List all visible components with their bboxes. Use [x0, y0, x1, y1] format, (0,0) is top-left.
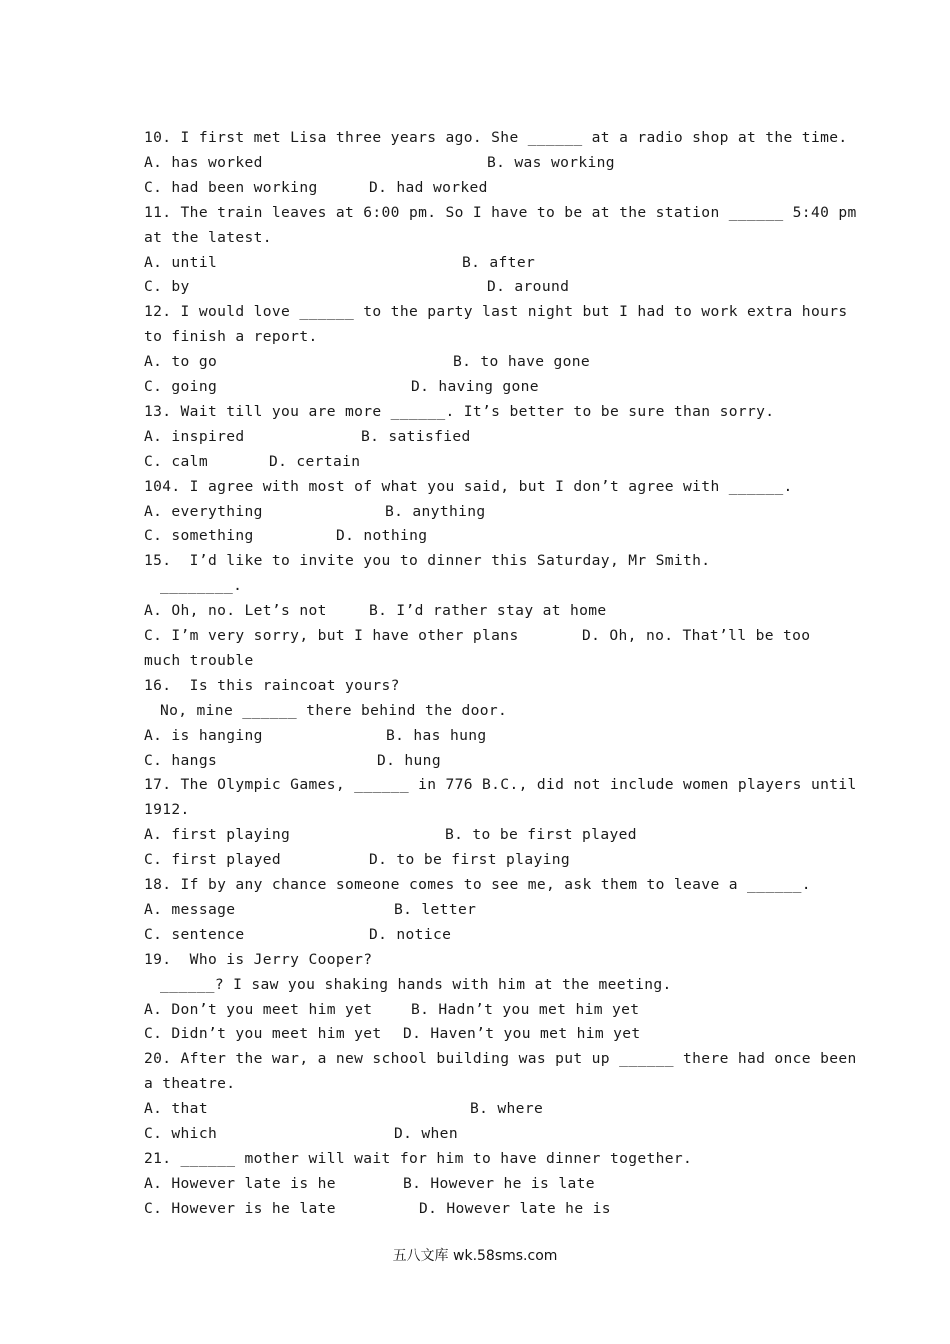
question-stem: at the latest.	[144, 228, 272, 246]
answer-option: A. is hanging	[144, 726, 263, 744]
question-stem: ________.	[160, 577, 243, 595]
question-stem: to finish a report.	[144, 328, 318, 346]
answer-option: B. However he is late	[403, 1174, 595, 1192]
answer-option: C. hangs	[144, 751, 218, 769]
answer-option: D. notice	[369, 925, 452, 943]
answer-option: B. to be first played	[445, 826, 637, 844]
answer-option: A. everything	[144, 502, 263, 520]
answer-option: C. calm	[144, 452, 208, 470]
answer-option: C. sentence	[144, 925, 245, 943]
question-stem: a theatre.	[144, 1075, 236, 1093]
answer-option: D. had worked	[369, 178, 488, 196]
answer-option: B. Hadn’t you met him yet	[411, 1000, 640, 1018]
question-stem: 19. Who is Jerry Cooper?	[144, 950, 373, 968]
answer-option: A. that	[144, 1100, 208, 1118]
answer-option: B. satisfied	[361, 427, 471, 445]
question-stem: 11. The train leaves at 6:00 pm. So I have to be at the station ______ 5:40 pm	[144, 203, 857, 221]
answer-option: much trouble	[144, 651, 254, 669]
answer-option: D. nothing	[336, 527, 428, 545]
question-stem: 104. I agree with most of what you said, but I don’t agree with ______.	[144, 477, 793, 495]
answer-option: B. letter	[394, 900, 477, 918]
answer-option: D. Oh, no. That’ll be too	[582, 627, 811, 644]
question-stem: 17. The Olympic Games, ______ in 776 B.C., did not include women players until	[144, 776, 857, 794]
question-stem: No, mine ______ there behind the door.	[160, 701, 508, 719]
answer-option: D. However late he is	[419, 1199, 611, 1217]
answer-option: C. something	[144, 527, 254, 545]
answer-option: C. I’m very sorry, but I have other plans	[144, 627, 519, 644]
answer-option: C. Didn’t you meet him yet	[144, 1025, 382, 1043]
answer-option: D. hung	[377, 751, 441, 769]
question-stem: 21. ______ mother will wait for him to have dinner together.	[144, 1149, 693, 1167]
answer-option: D. around	[487, 278, 570, 296]
answer-option: B. where	[470, 1100, 544, 1118]
question-stem: 15. I’d like to invite you to dinner this Saturday, Mr Smith.	[144, 552, 711, 570]
answer-option: C. by	[144, 278, 190, 296]
answer-option: D. to be first playing	[369, 851, 570, 869]
answer-option: D. when	[394, 1125, 458, 1142]
answer-option: A. Don’t you meet him yet	[144, 1000, 373, 1018]
answer-option: C. going	[144, 378, 218, 395]
answer-option: A. has worked	[144, 153, 263, 171]
question-stem: 1912.	[144, 801, 190, 819]
answer-option: A. until	[144, 253, 218, 271]
answer-option: A. However late is he	[144, 1174, 336, 1192]
answer-option: B. after	[462, 253, 536, 271]
answer-option: B. was working	[487, 153, 615, 171]
answer-option: D. having gone	[411, 378, 539, 395]
answer-option: C. which	[144, 1125, 218, 1142]
answer-option: D. certain	[269, 452, 361, 470]
question-stem: 12. I would love ______ to the party last night but I had to work extra hours	[144, 303, 848, 321]
answer-option: C. had been working	[144, 178, 318, 196]
answer-option: B. anything	[385, 502, 486, 520]
answer-option: A. Oh, no. Let’s not	[144, 602, 327, 620]
answer-option: B. has hung	[386, 726, 487, 744]
question-stem: 16. Is this raincoat yours?	[144, 676, 400, 694]
answer-option: A. message	[144, 900, 236, 918]
answer-option: D. Haven’t you met him yet	[403, 1025, 641, 1043]
page-footer: 五八文库 wk.58sms.com	[392, 1248, 558, 1264]
answer-option: B. I’d rather stay at home	[369, 602, 607, 620]
answer-option: A. to go	[144, 353, 218, 371]
question-stem: 20. After the war, a new school building was put up ______ there had once been	[144, 1050, 857, 1068]
answer-option: A. inspired	[144, 427, 245, 445]
answer-option: C. However is he late	[144, 1199, 336, 1217]
question-stem: ______? I saw you shaking hands with him at the meeting.	[160, 975, 672, 993]
answer-option: C. first played	[144, 851, 282, 869]
question-stem: 10. I first met Lisa three years ago. She ______ at a radio shop at the time.	[144, 129, 848, 146]
question-stem: 13. Wait till you are more ______. It’s better to be sure than sorry.	[144, 402, 775, 420]
question-stem: 18. If by any chance someone comes to see me, ask them to leave a ______.	[144, 876, 811, 893]
answer-option: A. first playing	[144, 826, 291, 844]
answer-option: B. to have gone	[453, 353, 591, 371]
